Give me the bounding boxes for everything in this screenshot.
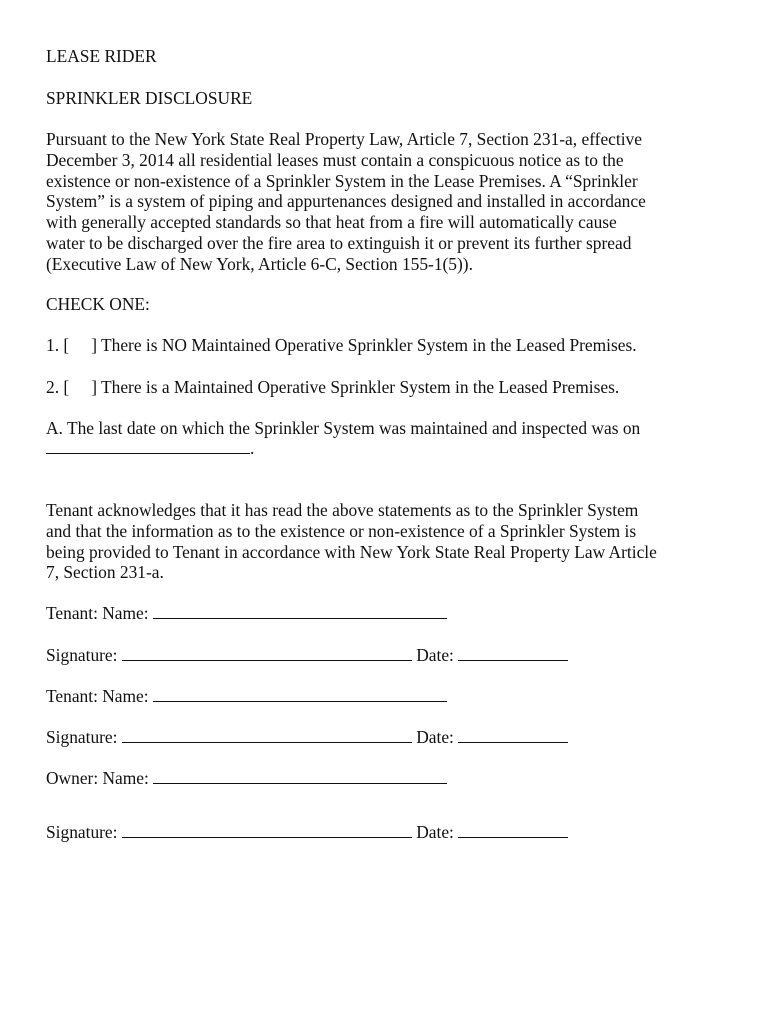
tenant-2-date-field[interactable]: [458, 727, 568, 743]
document-subtitle: SPRINKLER DISCLOSURE: [46, 88, 253, 108]
intro-line: Pursuant to the New York State Real Property Law, Article 7, Section 231-a, effective: [46, 129, 642, 149]
inspection-date-question: A. The last date on which the Sprinkler System was maintained and inspected was on: [46, 418, 641, 438]
inspection-date-period: .: [250, 438, 255, 458]
tenant-2-signature-row: [46, 727, 568, 748]
owner-signature-label: Signature:: [46, 822, 118, 842]
acknowledgment-paragraph: [46, 500, 736, 583]
tenant-1-name-label: Tenant: Name:: [46, 603, 149, 623]
ack-line: 7, Section 231-a.: [46, 562, 164, 583]
document-title: LEASE RIDER: [46, 46, 157, 66]
ack-line: Tenant acknowledges that it has read the above statements as to the Sprinkler System: [46, 500, 639, 520]
ack-line: and that the information as to the existence or non-existence of a Sprinkler System is: [46, 520, 637, 541]
option-2-text: ] There is a Maintained Operative Sprinkler System in the Leased Premises.: [91, 377, 620, 397]
tenant-1-date-field[interactable]: [458, 645, 568, 661]
owner-name-row: [46, 768, 447, 789]
intro-line: water to be discharged over the fire area to extinguish it or prevent its further spread: [46, 232, 632, 253]
intro-line: existence or non-existence of a Sprinkler System in the Lease Premises. A “Sprinkler: [46, 170, 638, 191]
owner-name-label: Owner: Name:: [46, 768, 149, 788]
tenant-2-signature-field[interactable]: [122, 727, 412, 743]
inspection-date-row: [46, 438, 254, 459]
option-2-number: 2. [: [46, 377, 70, 397]
owner-date-label: Date:: [416, 822, 454, 842]
tenant-1-signature-field[interactable]: [122, 645, 412, 661]
owner-signature-row: [46, 822, 568, 843]
option-1-number: 1. [: [46, 335, 70, 355]
check-one-heading: CHECK ONE:: [46, 294, 150, 314]
ack-line: being provided to Tenant in accordance with New York State Real Property Law Article: [46, 541, 657, 562]
intro-line: with generally accepted standards so that heat from a fire will automatically cause: [46, 212, 617, 233]
intro-line: (Executive Law of New York, Article 6-C, Section 155-1(5)).: [46, 253, 473, 274]
tenant-1-name-field[interactable]: [153, 603, 447, 619]
intro-paragraph: [46, 129, 736, 275]
inspection-date-field[interactable]: [46, 438, 250, 454]
intro-line: December 3, 2014 all residential leases must contain a conspicuous notice as to the: [46, 149, 624, 170]
owner-signature-field[interactable]: [122, 822, 412, 838]
tenant-1-date-label: Date:: [416, 645, 454, 665]
tenant-1-signature-label: Signature:: [46, 645, 118, 665]
tenant-1-signature-row: [46, 645, 568, 666]
option-1-text: ] There is NO Maintained Operative Sprinkler System in the Leased Premises.: [91, 335, 637, 355]
tenant-2-name-label: Tenant: Name:: [46, 686, 149, 706]
tenant-2-name-field[interactable]: [153, 686, 447, 702]
option-no-sprinkler: [46, 335, 637, 356]
intro-line: System” is a system of piping and appurtenances designed and installed in accordance: [46, 191, 646, 212]
tenant-2-name-row: [46, 686, 447, 707]
owner-name-field[interactable]: [153, 768, 447, 784]
tenant-2-date-label: Date:: [416, 727, 454, 747]
owner-date-field[interactable]: [458, 822, 568, 838]
tenant-2-signature-label: Signature:: [46, 727, 118, 747]
option-has-sprinkler: [46, 377, 619, 398]
tenant-1-name-row: [46, 603, 447, 624]
